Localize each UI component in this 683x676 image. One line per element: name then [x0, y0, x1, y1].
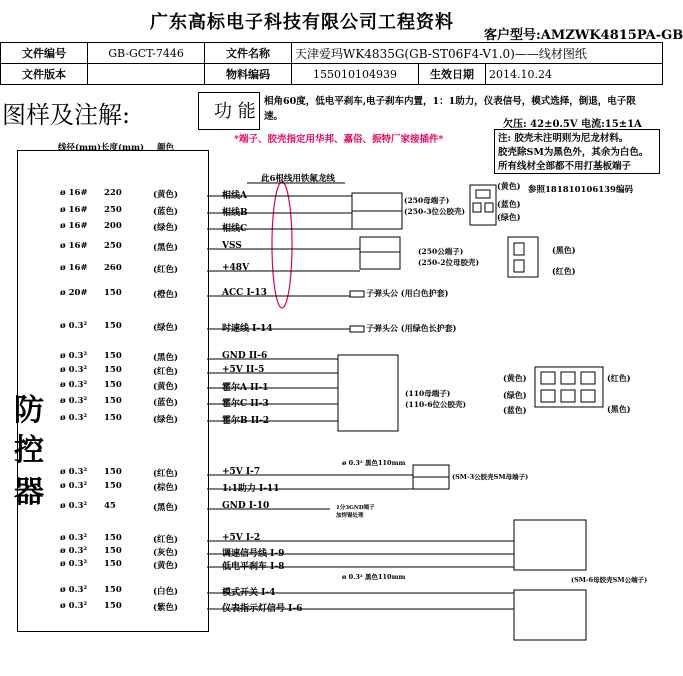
wire-gauge: ø 0.3² — [60, 413, 88, 423]
wire-length: 150 — [104, 365, 122, 375]
function-text: 相角60度，低电平刹车,电子刹车内置，1：1助力，仪表信号，模式选择，倒退，电子限速。 — [264, 96, 636, 122]
ref-code: 参照181810106139编码 — [528, 185, 633, 195]
wire-gauge: ø 0.3² — [60, 533, 88, 543]
wire-length: 250 — [104, 205, 122, 215]
conn-250-2-label: (250公端子) (250-2位母胶壳) — [418, 247, 480, 267]
wire-color: (黑色) — [153, 353, 179, 363]
wire-length: 45 — [104, 501, 116, 511]
wire-gauge: ø 0.3² — [60, 396, 88, 406]
wire-gauge: ø 16# — [60, 241, 88, 251]
wire-color: (红色) — [153, 469, 179, 479]
plug1-label: 子弹头公 (用白色护套) — [366, 288, 449, 298]
note-2: 胶壳除SM为黑色外，其余为白色。 — [498, 147, 649, 158]
controller-char-1: 防 — [14, 393, 44, 428]
wire-length: 260 — [104, 263, 122, 273]
heat-label: ø 0.3² 黑色110mm — [342, 459, 406, 467]
wire-gauge: ø 16# — [60, 221, 88, 231]
legend6-l2: (绿色) — [503, 390, 527, 400]
heat-label-2: ø 0.3² 黑色110mm — [342, 573, 406, 581]
file-no-label: 文件编号 — [1, 43, 88, 64]
sm6-label: (SM-6母胶壳SM公端子) — [571, 576, 648, 584]
wire-gauge: ø 16# — [60, 263, 88, 273]
wire-color: (红色) — [153, 367, 179, 377]
wire-length: 150 — [104, 546, 122, 556]
wire-signal: 霍尔A II-1 — [222, 383, 269, 393]
wire-length: 150 — [104, 481, 122, 491]
wire-signal: 霍尔C II-3 — [222, 399, 269, 409]
file-no: GB-GCT-7446 — [88, 43, 205, 64]
note-3: 所有线材全部都不用打基板端子 — [498, 161, 632, 172]
wire-gauge: ø 16# — [60, 188, 88, 198]
conn-110-6 — [338, 355, 398, 431]
wire-length: 150 — [104, 288, 122, 298]
legend6-r2: (黑色) — [607, 404, 631, 414]
wire-signal: 霍尔B II-2 — [222, 416, 270, 426]
wire-length: 250 — [104, 241, 122, 251]
wire-signal: ACC I-13 — [222, 288, 267, 298]
wire-length: 150 — [104, 559, 122, 569]
legend2-2: (红色) — [552, 266, 576, 276]
wire-gauge: ø 0.3² — [60, 601, 88, 611]
wire-gauge: ø 0.3² — [60, 546, 88, 556]
conn-sm6 — [514, 520, 586, 570]
wire-signal: +5V II-5 — [222, 365, 265, 375]
gnd-note: 1分3GND端子 加焊锡处理 — [336, 505, 375, 519]
wire-signal: +48V — [222, 263, 250, 273]
wire-gauge: ø 0.3² — [60, 481, 88, 491]
material-label: 物料编码 — [205, 64, 292, 85]
wire-color: (红色) — [153, 265, 179, 275]
wire-color: (蓝色) — [153, 398, 179, 408]
wire-signal: 相线C — [222, 224, 248, 234]
section-title: 图样及注解: — [2, 101, 131, 129]
wire-length: 150 — [104, 585, 122, 595]
wire-gauge: ø 16# — [60, 205, 88, 215]
wire-length: 150 — [104, 601, 122, 611]
conn-sm6-b — [514, 590, 586, 640]
wire-signal: 低电平刹车 I-8 — [222, 562, 285, 572]
wire-color: (灰色) — [153, 548, 179, 558]
note-1: 注: 胶壳未注明则为尼龙材料。 — [498, 133, 629, 144]
date-value: 2014.10.24 — [486, 64, 663, 85]
bullet-plug-2 — [350, 326, 364, 332]
wire-gauge: ø 20# — [60, 288, 88, 298]
wire-length: 150 — [104, 396, 122, 406]
legend2-1: (黑色) — [552, 245, 576, 255]
wire-signal: 相线B — [222, 208, 248, 218]
conn-250-2 — [360, 237, 400, 269]
wire-length: 150 — [104, 321, 122, 331]
doc-title: 广东高标电子科技有限公司工程资料 — [150, 12, 454, 33]
legend6-r1: (红色) — [607, 373, 631, 383]
conn-250-3-label: (250母端子) (250-3位公胶壳) — [404, 196, 466, 216]
wire-length: 150 — [104, 413, 122, 423]
sm3-label: (SM-3公胶壳SM母端子) — [452, 473, 529, 481]
bullet-plug-1 — [350, 291, 364, 297]
wire-signal: 模式开关 I-4 — [222, 588, 276, 598]
teflon-annot: 此6根线用铁氟龙线 — [261, 174, 335, 184]
wire-signal: +5V I-7 — [222, 467, 261, 477]
wire-gauge: ø 0.3² — [60, 559, 88, 569]
wire-signal: GND I-10 — [222, 501, 270, 511]
wire-signal: VSS — [222, 241, 242, 251]
wire-color: (蓝色) — [153, 207, 179, 217]
wire-signal: 调速信号线 I-9 — [222, 549, 285, 559]
wire-signal: 1:1助力 I-11 — [222, 484, 280, 494]
wire-color: (绿色) — [153, 415, 179, 425]
wire-color: (紫色) — [153, 603, 179, 613]
wire-color: (红色) — [153, 535, 179, 545]
file-name: 天津爱玛WK4835G(GB-ST06F4-V1.0)——线材图纸 — [292, 43, 663, 64]
legend3-2: (蓝色) — [497, 199, 521, 209]
wire-color: (黄色) — [153, 382, 179, 392]
red-note: *端子、胶壳指定用华邦、嘉俗、振特厂家接插件* — [234, 134, 444, 145]
wire-gauge: ø 0.3² — [60, 351, 88, 361]
wire-signal: +5V I-2 — [222, 533, 261, 543]
wire-color: (橙色) — [153, 290, 179, 300]
teflon-annot-ellipse — [272, 182, 292, 308]
file-name-label: 文件名称 — [205, 43, 292, 64]
wire-color: (绿色) — [153, 223, 179, 233]
conn-110-6-label: (110母端子) (110-6位公胶壳) — [405, 389, 467, 409]
function-label: 功 能 — [214, 101, 256, 122]
file-ver-label: 文件版本 — [1, 64, 88, 85]
wire-color: (黑色) — [153, 503, 179, 513]
legend6-l3: (蓝色) — [503, 405, 527, 415]
wire-gauge: ø 0.3² — [60, 380, 88, 390]
legend3-1: (黄色) — [497, 181, 521, 191]
wire-length: 220 — [104, 188, 122, 198]
wire-color: (黄色) — [153, 561, 179, 571]
wire-signal: 时速线 I-14 — [222, 324, 273, 334]
wire-length: 150 — [104, 380, 122, 390]
wire-signal: GND II-6 — [222, 351, 268, 361]
legend3-3: (绿色) — [497, 212, 521, 222]
wire-signal: 相线A — [222, 191, 247, 201]
wire-color: (白色) — [153, 587, 179, 597]
wire-length: 200 — [104, 221, 122, 231]
date-label: 生效日期 — [419, 64, 486, 85]
material-code: 155010104939 — [292, 64, 419, 85]
wire-color: (绿色) — [153, 323, 179, 333]
wire-color: (棕色) — [153, 483, 179, 493]
wire-gauge: ø 0.3² — [60, 501, 88, 511]
col-gauge-header: 线径(mm)长度(mm) — [58, 143, 145, 153]
legend6-l1: (黄色) — [503, 373, 527, 383]
controller-char-2: 控 — [14, 433, 44, 468]
face-6pin — [535, 367, 603, 407]
wire-gauge: ø 0.3² — [60, 321, 88, 331]
wire-gauge: ø 0.3² — [60, 585, 88, 595]
voltage-spec: 欠压: 42±0.5V 电流:15±1A — [503, 119, 642, 130]
customer-model: 客户型号:AMZWK4815PA-GB — [484, 28, 683, 43]
col-color-header: 颜色 — [157, 143, 175, 153]
wire-signal: 仪表指示灯信号 I-6 — [222, 604, 303, 614]
wire-gauge: ø 0.3² — [60, 365, 88, 375]
wire-length: 150 — [104, 533, 122, 543]
wire-color: (黑色) — [153, 243, 179, 253]
face-3pin — [470, 185, 496, 225]
wire-color: (黄色) — [153, 190, 179, 200]
wire-length: 150 — [104, 351, 122, 361]
plug2-label: 子弹头公 (用绿色长护套) — [366, 323, 457, 333]
controller-char-3: 器 — [14, 475, 44, 510]
wire-length: 150 — [104, 467, 122, 477]
wire-gauge: ø 0.3² — [60, 467, 88, 477]
